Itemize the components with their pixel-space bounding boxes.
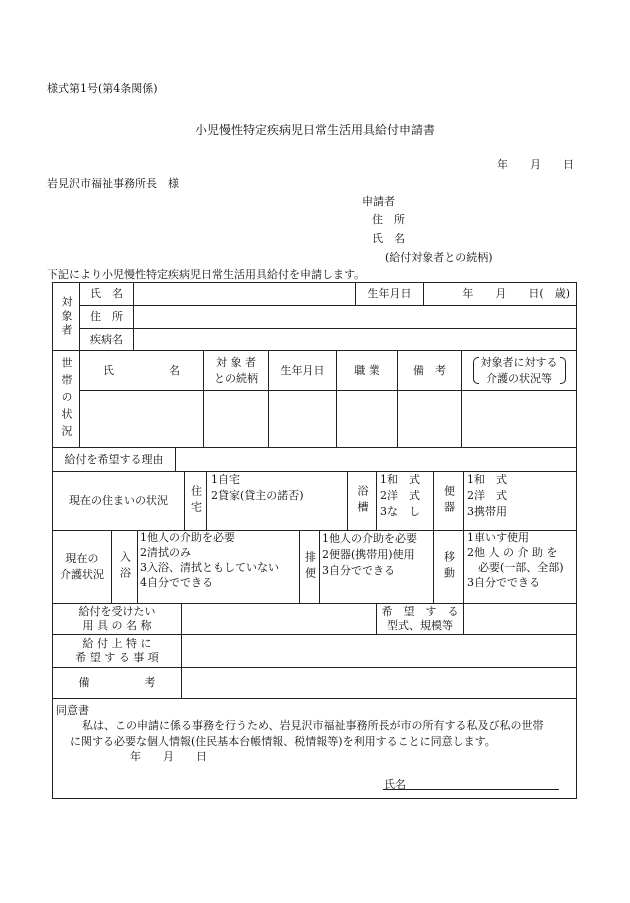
bath-options[interactable]: 1和 式 2洋 式 3な し: [380, 473, 420, 518]
form-number: 様式第1号(第4条関係): [47, 82, 158, 95]
consent-text-line2: に関する必要な個人情報(住民基本台帳情報、税情報等)を利用することに同意します。: [70, 735, 496, 748]
special-requests-label: 給 付 上 特 に 希 望 す る 事 項: [75, 636, 159, 664]
applicant-address-label: 住 所: [372, 213, 405, 226]
subject-disease-field[interactable]: [134, 329, 576, 350]
consent-heading: 同意書: [56, 704, 89, 717]
equipment-model-field[interactable]: [464, 604, 576, 634]
subject-birthdate-field[interactable]: 年 月 日( 歳): [462, 287, 570, 301]
application-date: 年 月 日: [497, 158, 574, 171]
subject-name-field[interactable]: [134, 283, 355, 305]
remarks-field[interactable]: [182, 668, 576, 698]
bathing-options[interactable]: 1他人の介助を必要 2清拭のみ 3入浴、清拭ともしていない 4自分でできる: [140, 531, 279, 589]
mobility-options[interactable]: 1車いす使用 2他 人 の 介 助 を 必要(一部、全部) 3自分でできる: [467, 531, 564, 589]
subject-address-label: 住 所: [90, 310, 123, 324]
residence-label: 現在の住まいの状況: [69, 494, 168, 508]
relation-note: (給付対象者との続柄): [385, 251, 493, 264]
household-occupation-header: 職 業: [354, 363, 380, 377]
equipment-name-label: 給付を受けたい 用 具 の 名 称: [78, 604, 156, 632]
toilet-label: 便器: [442, 485, 456, 517]
remarks-label: 備 考: [78, 676, 156, 690]
reason-field[interactable]: [176, 448, 576, 471]
mobility-label: 移動: [442, 551, 456, 583]
household-relation-header: 対 象 者 との続柄: [214, 355, 258, 385]
equipment-model-label: 希 望 す る 型式、規模等: [381, 604, 459, 632]
excretion-label: 排便: [303, 551, 317, 583]
reason-label: 給付を希望する理由: [64, 452, 164, 466]
bathing-label: 入浴: [118, 551, 132, 583]
intro-text: 下記により小児慢性特定疾病児日常生活用具給付を申請します。: [47, 268, 366, 281]
household-name-header: 氏 名: [103, 363, 180, 377]
applicant-name-label: 氏 名: [372, 232, 405, 245]
excretion-options[interactable]: 1他人の介助を必要 2便器(携帯用)使用 3自分でできる: [322, 532, 417, 577]
consent-date[interactable]: 年 月 日: [130, 750, 207, 763]
toilet-options[interactable]: 1和 式 2洋 式 3携帯用: [467, 473, 507, 518]
household-remarks-header: 備 考: [413, 363, 446, 377]
subject-side-label: 対象者: [59, 295, 73, 338]
consent-text-line1: 私は、この申請に係る事務を行うため、岩見沢市福祉事務所長が市の所有する私及び私の世帯: [82, 719, 544, 732]
household-care-header: 対象者に対する 介護の状況等: [462, 351, 576, 390]
household-members-area[interactable]: [80, 391, 576, 447]
subject-disease-label: 疾病名: [90, 332, 123, 346]
subject-birthdate-label: 生年月日: [367, 287, 412, 301]
housing-options[interactable]: 1自宅 2貸家(貸主の諾否): [211, 473, 304, 502]
consent-signature-label: 氏名: [384, 778, 406, 791]
equipment-name-field[interactable]: [182, 604, 376, 634]
household-birthdate-header: 生年月日: [280, 363, 325, 377]
special-requests-field[interactable]: [182, 635, 576, 667]
household-side-label: 世帯の状況: [59, 356, 73, 442]
addressee: 岩見沢市福祉事務所長 様: [47, 177, 179, 190]
applicant-heading: 申請者: [362, 195, 395, 208]
form-title: 小児慢性特定疾病児日常生活用具給付申請書: [194, 123, 435, 137]
bath-label: 浴槽: [355, 485, 369, 517]
subject-name-label: 氏 名: [90, 287, 123, 301]
consent-signature-field[interactable]: [410, 772, 559, 789]
subject-address-field[interactable]: [134, 306, 576, 328]
care-status-label: 現在の 介護状況: [60, 552, 104, 581]
housing-label: 住宅: [189, 485, 203, 517]
